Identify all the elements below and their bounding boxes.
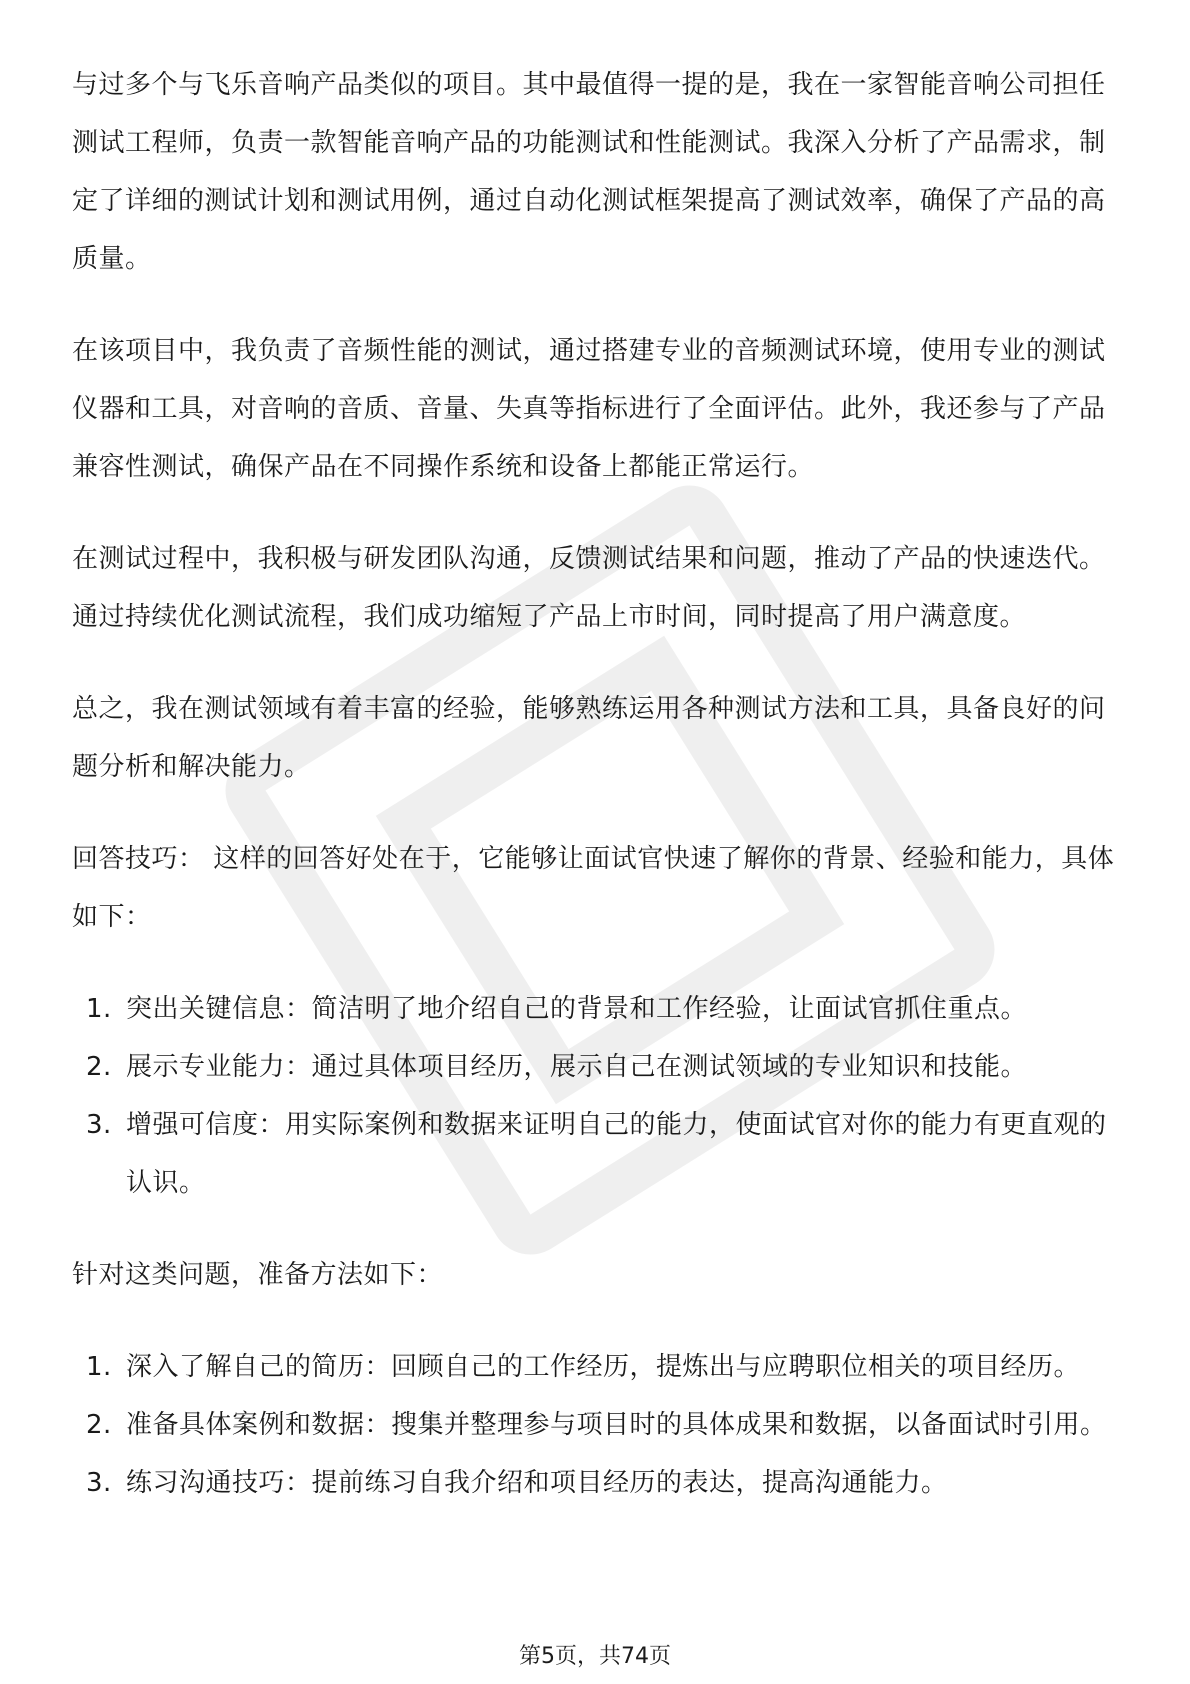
list-text: 深入了解自己的简历：回顾自己的工作经历，提炼出与应聘职位相关的项目经历。 <box>126 1352 1081 1382</box>
list-number: 2. <box>86 1410 112 1440</box>
paragraph-answer-tips: 回答技巧： 这样的回答好处在于，它能够让面试官快速了解你的背景、经验和能力，具体如下： <box>72 844 1115 932</box>
list-number: 3. <box>86 1468 112 1498</box>
paragraph-audio-testing: 在该项目中，我负责了音频性能的测试，通过搭建专业的音频测试环境，使用专业的测试仪器和工具，对音响的音质、音量、失真等指标进行了全面评估。此外，我还参与了产品兼容性测试，确保产品在不同操作系统和设备上都能正常运行。 <box>72 336 1106 482</box>
list-item <box>72 1038 1122 1096</box>
list-item <box>72 980 1122 1038</box>
tips-list <box>72 980 1122 1212</box>
paragraph-team-communication: 在测试过程中，我积极与研发团队沟通，反馈测试结果和问题，推动了产品的快速迭代。通过持续优化测试流程，我们成功缩短了产品上市时间，同时提高了用户满意度。 <box>72 544 1106 632</box>
list-number: 3. <box>86 1110 112 1140</box>
list-item <box>72 1454 1122 1512</box>
page-footer: 第5页，共74页 <box>519 1644 671 1669</box>
prep-list <box>72 1338 1122 1512</box>
list-item <box>72 1338 1122 1396</box>
list-number: 1. <box>86 994 112 1024</box>
paragraph-summary: 总之，我在测试领域有着丰富的经验，能够熟练运用各种测试方法和工具，具备良好的问题分析和解决能力。 <box>72 694 1106 782</box>
list-text: 展示专业能力：通过具体项目经历，展示自己在测试领域的专业知识和技能。 <box>126 1052 1028 1082</box>
list-text: 增强可信度：用实际案例和数据来证明自己的能力，使面试官对你的能力有更直观的认识。 <box>126 1110 1107 1198</box>
list-number: 1. <box>86 1352 112 1382</box>
paragraph-project-experience: 与过多个与飞乐音响产品类似的项目。其中最值得一提的是，我在一家智能音响公司担任测试工程师，负责一款智能音响产品的功能测试和性能测试。我深入分析了产品需求，制定了详细的测试计划和测试用例，通过自动化测试框架提高了测试效率，确保了产品的高质量。 <box>72 70 1106 274</box>
list-text: 突出关键信息：简洁明了地介绍自己的背景和工作经验，让面试官抓住重点。 <box>126 994 1028 1024</box>
list-item <box>72 1396 1122 1454</box>
list-number: 2. <box>86 1052 112 1082</box>
list-text: 练习沟通技巧：提前练习自我介绍和项目经历的表达，提高沟通能力。 <box>126 1468 948 1498</box>
list-item <box>72 1096 1122 1212</box>
paragraph-prep-intro: 针对这类问题，准备方法如下： <box>72 1260 444 1290</box>
document-body <box>72 56 1122 1546</box>
list-text: 准备具体案例和数据：搜集并整理参与项目时的具体成果和数据，以备面试时引用。 <box>126 1410 1107 1440</box>
